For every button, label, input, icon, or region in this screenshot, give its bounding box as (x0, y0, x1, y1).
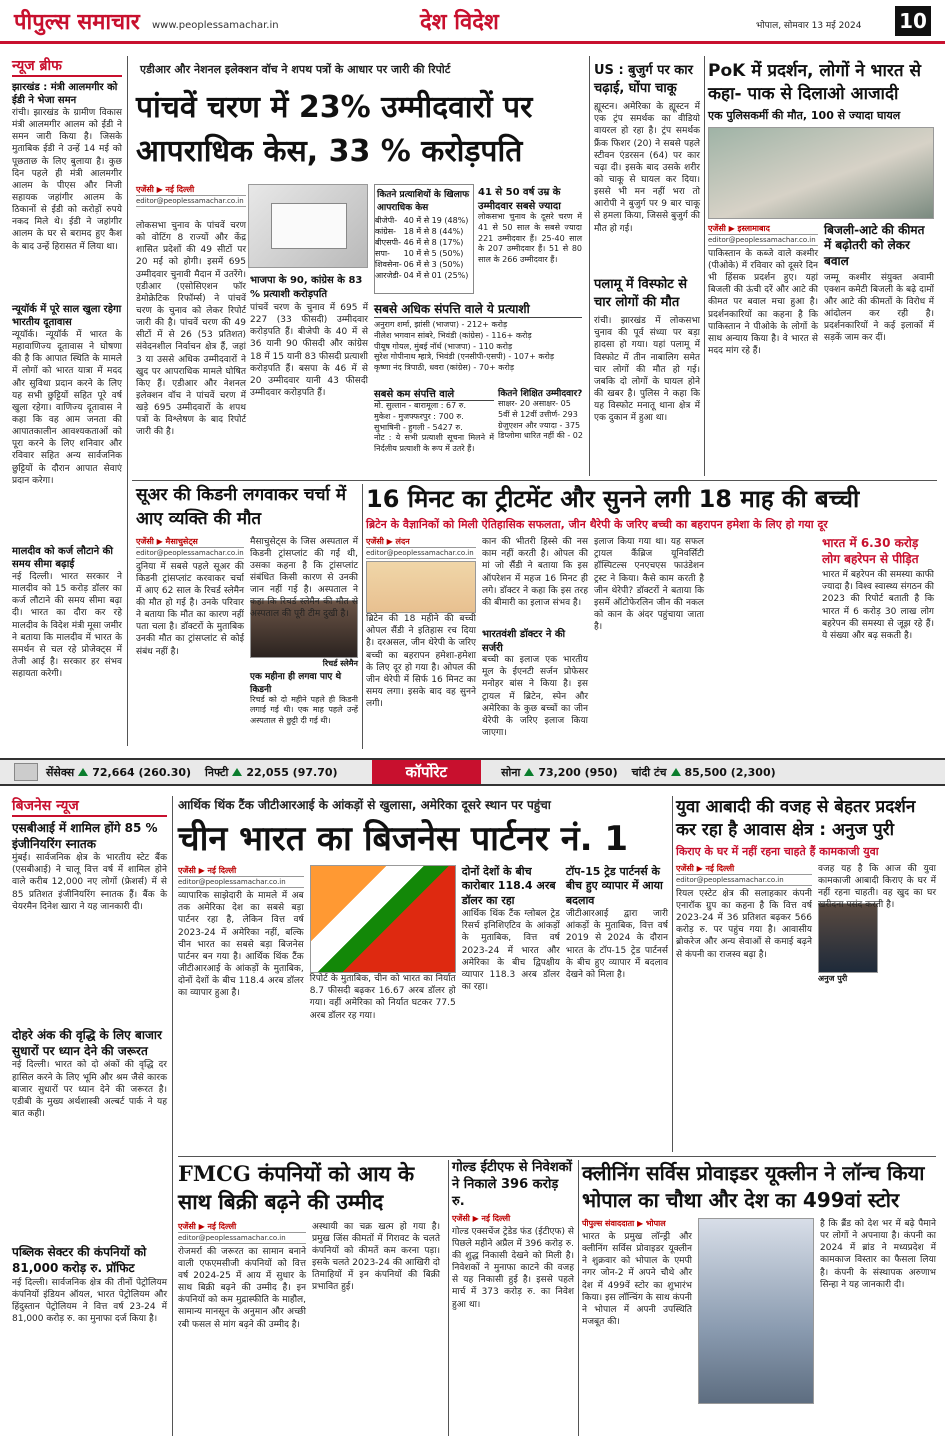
china-byline: एजेंसी ▶ नई दिल्ली (178, 866, 237, 876)
pok-email[interactable]: editor@peoplessamachar.co.in (708, 234, 818, 246)
youth-caption: अनुज पुरी (818, 973, 848, 983)
gold-headline[interactable]: गोल्ड ईटीएफ से निवेशकों ने निकाले 396 करोड़ रु. (452, 1160, 573, 1209)
list-item: सुभाषिनी - हुगली - 5427 रु. (374, 422, 463, 432)
poor-headline: सबसे कम संपत्ति वाले (374, 386, 494, 401)
pig-body: दुनिया में सबसे पहले सूअर की किडनी ट्रांसप्लांट करवाकर चर्चा में आए 62 साल के रिचर्ड स्लेमैन की मौत हो गई है। उनके परिवार ने बताया कि मौत का कारण नहीं पता चला है। डॉक्टरों के मुताबिक उनकी मौत का ट्रांसप्लांट से कोई संबंध नहीं है। (136, 561, 244, 657)
child-email[interactable]: editor@peoplessamachar.co.in (366, 547, 476, 559)
criminal-cases-rows (375, 215, 473, 281)
ticker-silver[interactable]: चांदी टंच 85,500 (2,300) (631, 765, 776, 779)
up-arrow-icon (78, 768, 88, 776)
pok-subhead-2: बिजली-आटे की कीमत में बढ़ोतरी को लेकर बवाल (824, 222, 925, 269)
child-story (366, 484, 860, 750)
table-row: शिवसेना- 06 में से 3 (50%) (375, 260, 464, 269)
uclean-store-launch-photo (698, 1218, 814, 1404)
list-item: अनुराग शर्मा, झांसी (भाजपा) - 212+ करोड़ (374, 320, 508, 329)
child-headline[interactable]: 16 मिनट का ट्रीटमेंट और सुनने लगी 18 माह की बच्ची (366, 485, 860, 513)
us-body: ह्यूस्टन। अमेरिका के ह्यूस्टन में एक ट्रंप समर्थक का वीडियो वायरल हो रहा है। ट्रंप समर्थक फ्रैंक फिशर (20) ने सबसे पहले स्टीवन एंडरसन (64) पर कार चढ़ा दी। इसके बाद उसके शरीर को चाकू से घायल कर दिया। इससे भी मन नहीं भरा तो आरोपी ने बुजुर्ग पर 9 बार चाकू से हमला किया, जिससे बुजुर्ग की मौत हो गई। (594, 102, 700, 234)
brief-headline[interactable]: न्यूयॉर्क में पूरे साल खुला रहेगा भारतीय दूतावास (12, 304, 122, 328)
youth-housing-story (676, 796, 936, 1152)
fmcg-body-2: अस्थायी का चक्र खत्म हो गया है। प्रमुख जिंस कीमतों में गिरावट के चलते कंपनियों को कीमतें कम करना पड़ा। इसके चलते 2023-24 की आखिरी दो तिमाहियों में इन कंपनियों की बिक्री प्रभावित हुई। (312, 1221, 440, 1293)
pok-body-2: जम्मू कश्मीर संयुक्त अवामी एक्शन कमेटी बिजली के बढ़े दामों और आटे की कीमतों के विरोध में आंदोलन कर रही है। प्रदर्शनकारियों ने कई इलाकों में सड़कें जाम कर दीं। (824, 272, 934, 344)
anuj-puri-photo (818, 903, 878, 973)
poor-note: नोट : ये सभी प्रत्याशी सूचना मिलने में निर्दलीय प्रत्याशी के रूप में उतरे हैं। (374, 433, 494, 454)
table-row: सपा- 10 में से 5 (50%) (375, 249, 464, 258)
age-box (478, 184, 582, 294)
india-deaf-body: भारत में बहरेपन की समस्या काफी ज्यादा है। विश्व स्वास्थ्य संगठन की 2023 की रिपोर्ट बताती है कि भारत में 6 करोड़ 30 लाख लोग बहरेपन की समस्या से जूझ रहे हैं। ये संख्या और बढ़ सकती है। (822, 570, 934, 641)
table-row: आरजेडी- 04 में से 01 (25%) (375, 271, 469, 280)
business-news-column (12, 796, 167, 1436)
china-body-1: व्यापारिक साझेदारी के मामले में अब तक अमेरिका देश का सबसे बड़ा पार्टनर रहा है, लेकिन वित्त वर्ष 2023-24 में अमेरिका नहीं, बल्कि चीन भारत का सबसे बड़ा बिजनेस पार्टनर बन गया है। आर्थिक थिंक टैंक जीटीआरआई के आंकड़ों के मुताबिक, दोनों देशों के बीच 118.4 अरब डॉलर का व्यापार हुआ है। (178, 891, 304, 999)
criminal-cases-title: कितने प्रत्याशियों के खिलाफ आपराधिक केस (377, 190, 470, 213)
rich-list (374, 320, 582, 374)
lead-kicker: एडीआर और नेशनल इलेक्शन वॉच ने शपथ पत्रों के आधार पर जारी की रिपोर्ट (140, 63, 451, 76)
table-row: बीजेपी- 40 में से 19 (48%) (375, 216, 469, 225)
uclean-byline: पीपुल्स संवाददाता ▶ भोपाल (582, 1219, 666, 1228)
palamu-story (594, 276, 700, 476)
lead-byline: एजेंसी ▶ नई दिल्ली (136, 185, 195, 194)
fmcg-byline: एजेंसी ▶ नई दिल्ली (178, 1221, 237, 1231)
up-arrow-icon (671, 768, 681, 776)
gold-etf-story (452, 1160, 574, 1436)
pig-byline: एजेंसी ▶ मैसाचुसेट्स (136, 536, 198, 546)
child-body-3: बच्ची का इलाज एक भारतीय मूल के ईएनटी सर्जन प्रोफेसर मनोहर बांस ने किया है। इस ट्रायल में ब्रिटेन, स्पेन और अमेरिका के कुछ बच्चों का जीन थेरेपी के जरिए इलाज किया जाएगा। (482, 655, 588, 739)
pig-kidney-story (136, 484, 358, 750)
china-email[interactable]: editor@peoplessamachar.co.in (178, 876, 304, 888)
uclean-body: भारत के प्रमुख लॉन्ड्री और क्लीनिंग सर्विस प्रोवाइडर यूक्लीन ने शुक्रवार को भोपाल के एमपी नगर जोन-2 में अपने चौथे और देश में 499वें स्टोर का शुभारंभ किया। इस लॉन्चिंग के साथ कंपनी ने भोपाल में अपनी उपस्थिति मजबूत की। (582, 1232, 692, 1327)
site-url[interactable]: www.peoplessamachar.in (152, 20, 279, 31)
gold-body: गोल्ड एक्सचेंज ट्रेडेड फंड (ईटीएफ) से पिछले महीने अप्रैल में 396 करोड़ रु. की शुद्ध निकासी देखने को मिली है। निवेशकों ने मुनाफा काटने की वजह से यह निकासी हुई है। इससे पहले मार्च में 373 करोड़ रु. का निवेश हुआ था। (452, 1226, 574, 1310)
pig-subhead: एक महीना ही लगवा पाए थे किडनी (250, 671, 342, 695)
uclean-body-2: है कि ब्रैंड को देश भर में बढ़े पैमाने पर लोगों ने अपनाया है। कंपनी का 2024 में ब्रांड ने मध्यप्रदेश में कामकाज विस्तार का फैसला लिया है। कंपनी के संस्थापक अरुणाभ सिन्हा ने यह जानकारी दी। (820, 1219, 936, 1290)
education-box (498, 386, 584, 476)
age-headline: 41 से 50 वर्ष उम्र के उम्मीदवार सबसे ज्यादा (478, 187, 561, 212)
list-item: पीयूष गोयल, मुंबई नॉर्थ (भाजपा) - 110 करोड़ (374, 341, 513, 351)
pok-story (708, 60, 934, 478)
china-story (178, 796, 668, 1152)
brief-item (12, 81, 122, 297)
china-kicker: आर्थिक थिंक टैंक जीटीआरआई के आंकड़ों से खुलासा, अमेरिका दूसरे स्थान पर पहुंचा (178, 798, 551, 812)
youth-body: रियल एस्टेट क्षेत्र की सलाहकार कंपनी एनारॉक ग्रुप का कहना है कि वित्त वर्ष 2023-24 में 36 प्रतिशत बढ़कर 566 करोड़ रु. पर पहुंच गया है। आवासीय ब्रोकरेज और अन्य सेवाओं से कमाई बढ़ने से कंपनी का राजस्व बढ़ा है। (676, 888, 812, 960)
pok-subhead: एक पुलिसकर्मी की मौत, 100 से ज्यादा घायल (708, 108, 901, 122)
lead-body-col2: पांचवें चरण के चुनाव में 695 में 227 (33 फीसदी) उम्मीदवार करोड़पति हैं। बीजेपी के 40 में से 36 यानी 90 फीसदी और कांग्रेस 18 में 15 यानी 83 फीसदी प्रत्याशी करोड़पति हैं। बसपा के 46 में से 20 उम्मीदवार यानी 43 फीसदी उम्मीदवार करोड़पति हैं। (250, 303, 368, 398)
youth-byline: एजेंसी ▶ नई दिल्ली (676, 863, 735, 873)
education-headline: कितने शिक्षित उम्मीदवार? (498, 389, 583, 399)
brief-item (12, 545, 122, 711)
criminal-cases-table (374, 184, 474, 294)
education-list (498, 399, 584, 442)
opal-sandy-photo (366, 561, 476, 613)
child-byline: एजेंसी ▶ लंदन (366, 537, 410, 547)
fmcg-email[interactable]: editor@peoplessamachar.co.in (178, 1232, 306, 1244)
rich-candidates-box (374, 300, 582, 380)
news-brief-column (12, 56, 122, 756)
ticker-gold[interactable]: सोना 73,200 (950) (501, 765, 618, 779)
child-body-1: ब्रिटेन की 18 महीने की बच्ची ओपल सैंडी ने इतिहास रच दिया है। दरअसल, जीन थेरेपी के जरिए बच्ची का बहरापन हमेशा-हमेशा के लिए दूर हो गया है। ओपल की जीन थेरेपी में सिर्फ 16 मिनट का समय लगा। इसके बाद वह सुनने लगी। (366, 614, 476, 710)
table-row: बीएसपी- 46 में से 8 (17%) (375, 238, 464, 247)
age-body: लोकसभा चुनाव के दूसरे चरण में 41 से 50 साल के सबसे ज्यादा 221 उम्मीदवार हैं। 25-40 साल के 207 उम्मीदवार हैं। 51 से 80 साल के 266 उम्मीदवार हैं। (478, 212, 582, 265)
china-body-4: जीटीआरआई द्वारा जारी आंकड़ों के मुताबिक, वित्त वर्ष 2019 से 2024 के दौरान भारत के टॉप-15 ट्रेड पार्टनर्स के बीच हुए व्यापार में बदलाव देखने को मिला है। (565, 909, 668, 980)
youth-email[interactable]: editor@peoplessamachar.co.in (676, 874, 812, 886)
lead-headline[interactable]: पांचवें चरण में 23% उम्मीदवारों पर आपराधिक केस, 33 % करोड़पति (136, 90, 533, 169)
list-item: 5वीं से 12वीं उत्तीर्ण- 293 (498, 409, 578, 419)
china-headline[interactable]: चीन भारत का बिजनेस पार्टनर नं. 1 (178, 819, 628, 859)
list-item: नीलेश भगवान सांबरे, भिवंडी (कांग्रेस) - 116+ करोड़ (374, 330, 532, 340)
newspaper-logo: पीपुल्स समाचार (14, 9, 140, 35)
biz-headline[interactable]: पब्लिक सेक्टर की कंपनियों को 81,000 करोड़ रु. प्रॉफिट (12, 1245, 147, 1275)
pig-email[interactable]: editor@peoplessamachar.co.in (136, 548, 244, 557)
list-item: कृष्णा नंद त्रिपाठी, धवरा (कांग्रेस) - 70+ करोड़ (374, 363, 515, 373)
up-arrow-icon (232, 768, 242, 776)
brief-item (12, 303, 122, 539)
gold-byline: एजेंसी ▶ नई दिल्ली (452, 1213, 511, 1223)
masthead (0, 0, 945, 44)
news-brief-label: न्यूज ब्रीफ (12, 56, 122, 77)
youth-body-2: वजह यह है कि आज की युवा कामकाजी आबादी किराए के घर में नहीं रहना चाहती। वह खुद का घर खरीदना पसंद करती है। (818, 863, 936, 911)
india-deafness-box (822, 536, 934, 746)
biz-body: मुंबई। सार्वजनिक क्षेत्र के भारतीय स्टेट बैंक (एसबीआई) ने चालू वित्त वर्ष में शामिल होने वाले करीब 12,000 नए लोगों (फ्रेशर्स) में से 85 प्रतिशत इंजीनियरिंग स्नातक हैं। बैंक के चेयरमैन दिनेश खारा ने यह जानकारी दी। (12, 853, 167, 912)
us-headline[interactable]: US : बुजुर्ग पर कार चढ़ाई, घोंपा चाकू (594, 63, 693, 96)
pig-caption: रिचर्ड स्लेमैन (322, 658, 358, 668)
evm-photo (248, 184, 368, 268)
palamu-body: रांची। झारखंड में लोकसभा चुनाव की पूर्व संध्या पर बड़ा हादसा हो गया। यहां पलामू में विस्फोट में तीन नाबालिग समेत चार लोगों की मौत हो गई। जबकि दो लोगों के घायल होने की खबर है। पुलिस ने कहा कि यह विस्फोट मनातू थाना क्षेत्र में एक दुकान में हुआ था। (594, 316, 700, 424)
us-story (594, 62, 700, 272)
brief-body: न्यूयॉर्क। न्यूयॉर्क में भारत के महावाणिज्य दूतावास ने घोषणा की है कि आपात स्थिति के मामले में लोगों को भारत यात्रा में मदद और सुविधा प्रदान करने के लिए यह सभी छुट्टियों सहित पूरे वर्ष खुला रहेगा। वाणिज्य दूतावास ने कहा कि वह आम जनता की आपातकालीन आवश्यकताओं को पूरा करने के लिए शनिवार और रविवार सहित अन्य सार्वजनिक छुट्टियों के दौरान आपात सेवाएं प्रदान करेगा। (12, 330, 122, 486)
pok-body: पाकिस्तान के कब्जे वाले कश्मीर (पीओके) में रविवार को दूसरे दिन भी हिंसक प्रदर्शन हुए। यहां बिजली की ऊंची दरें और आटे की कीमत पर बवाल मचा हुआ है। प्रदर्शनकारियों का कहना है कि पाकिस्तान ने पीओके के लोगों के साथ अन्याय किया है। वे भारत से मदद मांग रहे हैं। (708, 248, 818, 356)
rich-headline: सबसे अधिक संपत्ति वाले ये प्रत्याशी (374, 300, 582, 318)
child-body-2: कान की भीतरी हिस्से की नस काम नहीं करती है। ओपल की मां जो सैंडी ने बताया कि इस ऑपरेशन में महज 16 मिनट ही लगे। डॉक्टर ने कहा कि इस तरह की बीमारी का इलाज संभव है। (482, 537, 588, 608)
fmcg-headline[interactable]: FMCG कंपनियों को आय के साथ बिक्री बढ़ने की उम्मीद (178, 1161, 415, 1215)
section-title: देश विदेश (420, 10, 499, 35)
india-deaf-headline[interactable]: भारत में 6.30 करोड़ लोग बहरेपन से पीड़ित (822, 536, 919, 566)
poor-list (374, 401, 494, 433)
lead-email[interactable]: editor@peoplessamachar.co.in (136, 195, 246, 207)
page-number: 10 (895, 6, 931, 36)
biz-headline[interactable]: एसबीआई में शामिल होंगे 85 % इंजीनियरिंग स्नातक (12, 821, 158, 851)
ticker-nifty[interactable]: निफ्टी 22,055 (97.70) (205, 765, 338, 779)
up-arrow-icon (524, 768, 534, 776)
biz-body: नई दिल्ली। भारत को दो अंकों की वृद्धि दर हासिल करने के लिए भूमि और श्रम जैसे कारक बाजार सुधारों पर ध्यान देने की जरूरत है। एडीबी के मुख्य अर्थशास्त्री अल्बर्ट पार्क ने यह बात कही। (12, 1060, 167, 1119)
lead-subhead-bjp: भाजपा के 90, कांग्रेस के 83 % प्रत्याशी करोड़पति (250, 275, 363, 300)
business-news-label: बिजनेस न्यूज (12, 796, 167, 817)
pig-col2b: रिचर्ड को दो महीने पहले ही किडनी लगाई गई थी। एक माह पहले उन्हें अस्पताल से छुट्टी दी गई थी। (250, 694, 358, 726)
corporate-label: कॉर्पोरेट (372, 760, 482, 784)
china-body-3: आर्थिक थिंक टैंक ग्लोबल ट्रेड रिसर्च इनिशिएटिव के आंकड़ों के मुताबिक, वित्त वर्ष 2023-24 में भारत और अमेरिका के बीच द्विपक्षीय व्यापार 118.3 अरब डॉलर का रहा। (461, 909, 560, 992)
lead-body-col1: लोकसभा चुनाव के पांचवें चरण को वोटिंग 8 राज्यों और केंद्र शासित प्रदेशों की 49 सीटों पर 20 मई को होगी। इसमें 695 उम्मीदवार चुनावी मैदान में उतरेंगे। एडीआर (एसोसिएशन फॉर डेमोक्रेटिक रिफॉर्म्स) ने पांचवें चरण के चुनाव को लेकर रिपोर्ट जारी की है। पांचवें चरण की 49 सीटों में से 26 (53 प्रतिशत) संवेदनशील निर्वाचन क्षेत्र हैं, जहां 3 या उससे अधिक उम्मीदवारों ने खुद पर आपराधिक मामले घोषित किए हैं। एडीआर और नेशनल इलेक्शन वॉच ने पांचवें चरण में खड़े 695 उम्मीदवारों के शपथ पत्रों के विश्लेषण के बाद रिपोर्ट जारी की है। (136, 221, 246, 438)
biz-body: नई दिल्ली। सार्वजनिक क्षेत्र की तीनों पेट्रोलियम कंपनियों इंडियन ऑयल, भारत पेट्रोलियम और हिंदुस्तान पेट्रोलियम ने वित्त वर्ष 23-24 में 81,000 करोड़ रु. का मुनाफा दर्ज किया है। (12, 1277, 167, 1324)
dateline: भोपाल, सोमवार 13 मई 2024 (756, 21, 862, 31)
poor-candidates-box (374, 386, 494, 476)
list-item: डिप्लोमा धारित नहीं की - 02 (498, 431, 583, 441)
child-deck: ब्रिटेन के वैज्ञानिकों को मिली ऐतिहासिक सफलता, जीन थैरेपी के जरिए बच्ची का बहरापन हमेशा के लिए हो गया दूर (366, 518, 828, 532)
brief-headline[interactable]: झारखंड : मंत्री आलमगीर को ईडी ने भेजा समन (12, 82, 118, 106)
list-item: मुकेश - मुजफ्फरपुर : 700 रु. (374, 411, 464, 421)
market-ticker (0, 758, 945, 786)
ticker-chart-icon (14, 763, 38, 781)
china-subhead-2: टॉप-15 ट्रेड पार्टनर्स के बीच हुए व्यापार में आया बदलाव (565, 865, 663, 907)
brief-body: रांची। झारखंड के ग्रामीण विकास मंत्री आलमगीर आलम को ईडी ने समन जारी किया है। जिसके मुताबिक ईडी ने उन्हें 14 मई को पूछताछ के लिए बुलाया है। कुछ दिन पहले ही मंत्री आलमगीर आलम के पीएस और निजी सहायक जहांगीर आलम के ठिकानों से ईडी को करोड़ों रुपये नकद मिले थे। ईडी ने जहांगीर आलम के घर से बरामद हुए कैश के बाद उन्हें हिरासत में लिया था। (12, 108, 122, 252)
child-subhead: भारतवंशी डॉक्टर ने की सर्जरी (482, 629, 566, 655)
fmcg-story (178, 1160, 444, 1436)
list-item: साक्षर- 20 असाक्षर- 05 (498, 399, 571, 408)
table-row: कांग्रेस- 18 में से 8 (44%) (375, 227, 464, 236)
fmcg-body: रोजमर्रा की जरूरत का सामान बनाने वाली एफएमसीजी कंपनियों को वित्त वर्ष 2024-25 में आय में सुधार के साथ बिक्री बढ़ने की उम्मीद है। इन कंपनियों को कम मुद्रास्फीति के माहौल, सामान्य मानसून के अनुमान और अच्छी रबी फसल से मांग बढ़ने की उम्मीद है। (178, 1246, 306, 1330)
list-item: मो. सुल्तान - बारामूला : 67 रु. (374, 401, 467, 410)
pok-headline[interactable]: PoK में प्रदर्शन, लोगों ने भारत से कहा- पाक से दिलाओ आजादी (708, 61, 921, 104)
lead-byline-block (136, 184, 246, 207)
uclean-story (582, 1160, 936, 1436)
youth-headline[interactable]: युवा आबादी की वजह से बेहतर प्रदर्शन कर रहा है आवास क्षेत्र : अनुज पुरी (676, 797, 916, 840)
uclean-headline[interactable]: क्लीनिंग सर्विस प्रोवाइडर यूक्लीन ने लॉन्च किया भोपाल का चौथा और देश का 499वां स्टोर (582, 1161, 925, 1212)
palamu-headline[interactable]: पलामू में विस्फोट से चार लोगों की मौत (594, 277, 688, 310)
child-body-4: इलाज किया गया था। यह सफल ट्रायल कैंब्रिज यूनिवर्सिटी हॉस्पिटल्स एनएचएस फाउंडेशन ट्रस्ट ने किया। कैसे काम करती है जीन थेरेपी? डॉक्टरों ने बताया कि इसमें ऑटोफेरलिन जीन की नकल को कान के अंदर पहुंचाया जाता है। (594, 537, 704, 633)
list-item: ग्रेजुएशन और ज्यादा - 375 (498, 420, 581, 430)
pok-protest-photo (708, 127, 934, 219)
china-body-2: रिपोर्ट के मुताबिक, चीन को भारत का निर्यात 8.7 फीसदी बढ़कर 16.67 अरब डॉलर हो गया। वहीं अमेरिका को निर्यात घटकर 77.5 अरब डॉलर रह गया। (309, 974, 456, 1021)
list-item: सुरेश गोपीनाथ म्हात्रे, भिवंडी (एनसीपी-एसपी) - 107+ करोड़ (374, 352, 555, 362)
youth-deck: किराए के घर में नहीं रहना चाहते हैं कामकाजी युवा (676, 844, 879, 858)
brief-body: नई दिल्ली। भारत सरकार ने मालदीव को 15 करोड़ डॉलर का कर्ज लौटाने की समय सीमा बढ़ा दी। भारत का दौरा कर रहे मालदीव के विदेश मंत्री मूसा जमीर ने बताया कि मालदीव में भारत के समर्थन से चल रहे प्रोजेक्ट्स में तेजी आई है। सरकार हर संभव सहायता करेगी। (12, 572, 122, 680)
pig-col2: मैसाचुसेट्स के जिस अस्पताल में किडनी ट्रांसप्लांट की गई थी, उसका कहना है कि ट्रांसप्लांट संबंधित किसी कारण से उनकी जान नहीं गई है। अस्पताल ने कहा कि रिचर्ड स्लेमैन की मौत से अस्पताल की पूरी टीम दुखी है। (250, 536, 358, 620)
india-china-flags-photo (310, 865, 456, 973)
china-subhead: दोनों देशों के बीच कारोबार 118.4 अरब डॉलर का रहा (461, 865, 556, 907)
biz-headline[interactable]: दोहरे अंक की वृद्धि के लिए बाजार सुधारों पर ध्यान देने की जरूरत (12, 1028, 162, 1058)
ticker-sensex[interactable]: सेंसेक्स 72,664 (260.30) (46, 765, 192, 779)
brief-headline[interactable]: मालदीव को कर्ज लौटाने की समय सीमा बढ़ाई (12, 546, 113, 570)
pig-headline[interactable]: सूअर की किडनी लगवाकर चर्चा में आए व्यक्ति की मौत (136, 485, 346, 529)
pok-byline: एजेंसी ▶ इस्लामाबाद (708, 223, 770, 233)
